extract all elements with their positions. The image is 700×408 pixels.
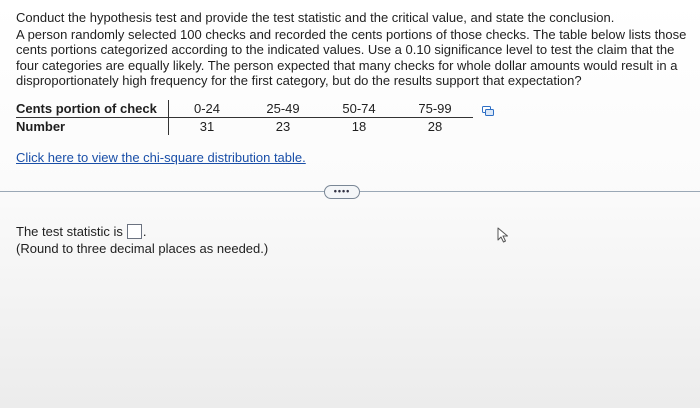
row-header-cents: Cents portion of check: [16, 100, 169, 118]
copy-table-icon[interactable]: [482, 106, 494, 116]
rounding-note: (Round to three decimal places as needed.): [16, 241, 269, 256]
table-header-row: [16, 100, 473, 118]
test-statistic-prompt: The test statistic is: [16, 224, 123, 239]
table-cell-category: 50-74: [321, 100, 397, 118]
chi-square-table-link[interactable]: Click here to view the chi-square distribution table.: [16, 150, 306, 165]
answer-section: [16, 223, 268, 257]
problem-description: A person randomly selected 100 checks and recorded the cents portions of those checks. The table below lists those cents portions categorized according to the indicated values. Use a 0.10 significance level to test the claim that the four categories are equally likely. The person expected that many checks for whole dollar amounts would result in a disproportionately high frequency for the first category, but do the results support that expectation?: [16, 26, 687, 88]
problem-statement: [16, 10, 696, 89]
problem-instruction: Conduct the hypothesis test and provide the test statistic and the critical value, and state the conclusion.: [16, 10, 615, 25]
mouse-pointer-icon: [497, 227, 511, 243]
test-statistic-input[interactable]: [127, 224, 142, 239]
row-header-number: Number: [16, 118, 169, 136]
prompt-period: .: [142, 224, 147, 239]
data-table: [16, 100, 473, 135]
table-cell-value: 28: [427, 119, 443, 134]
table-cell-category: 75-99: [397, 100, 473, 118]
table-row: [16, 118, 473, 136]
more-button[interactable]: ••••: [324, 185, 360, 199]
table-cell-value: 18: [351, 119, 367, 134]
table-cell-category: 25-49: [245, 100, 321, 118]
table-cell-value: 31: [199, 119, 215, 134]
table-cell-category: 0-24: [169, 100, 246, 118]
table-cell-value: 23: [275, 119, 291, 134]
